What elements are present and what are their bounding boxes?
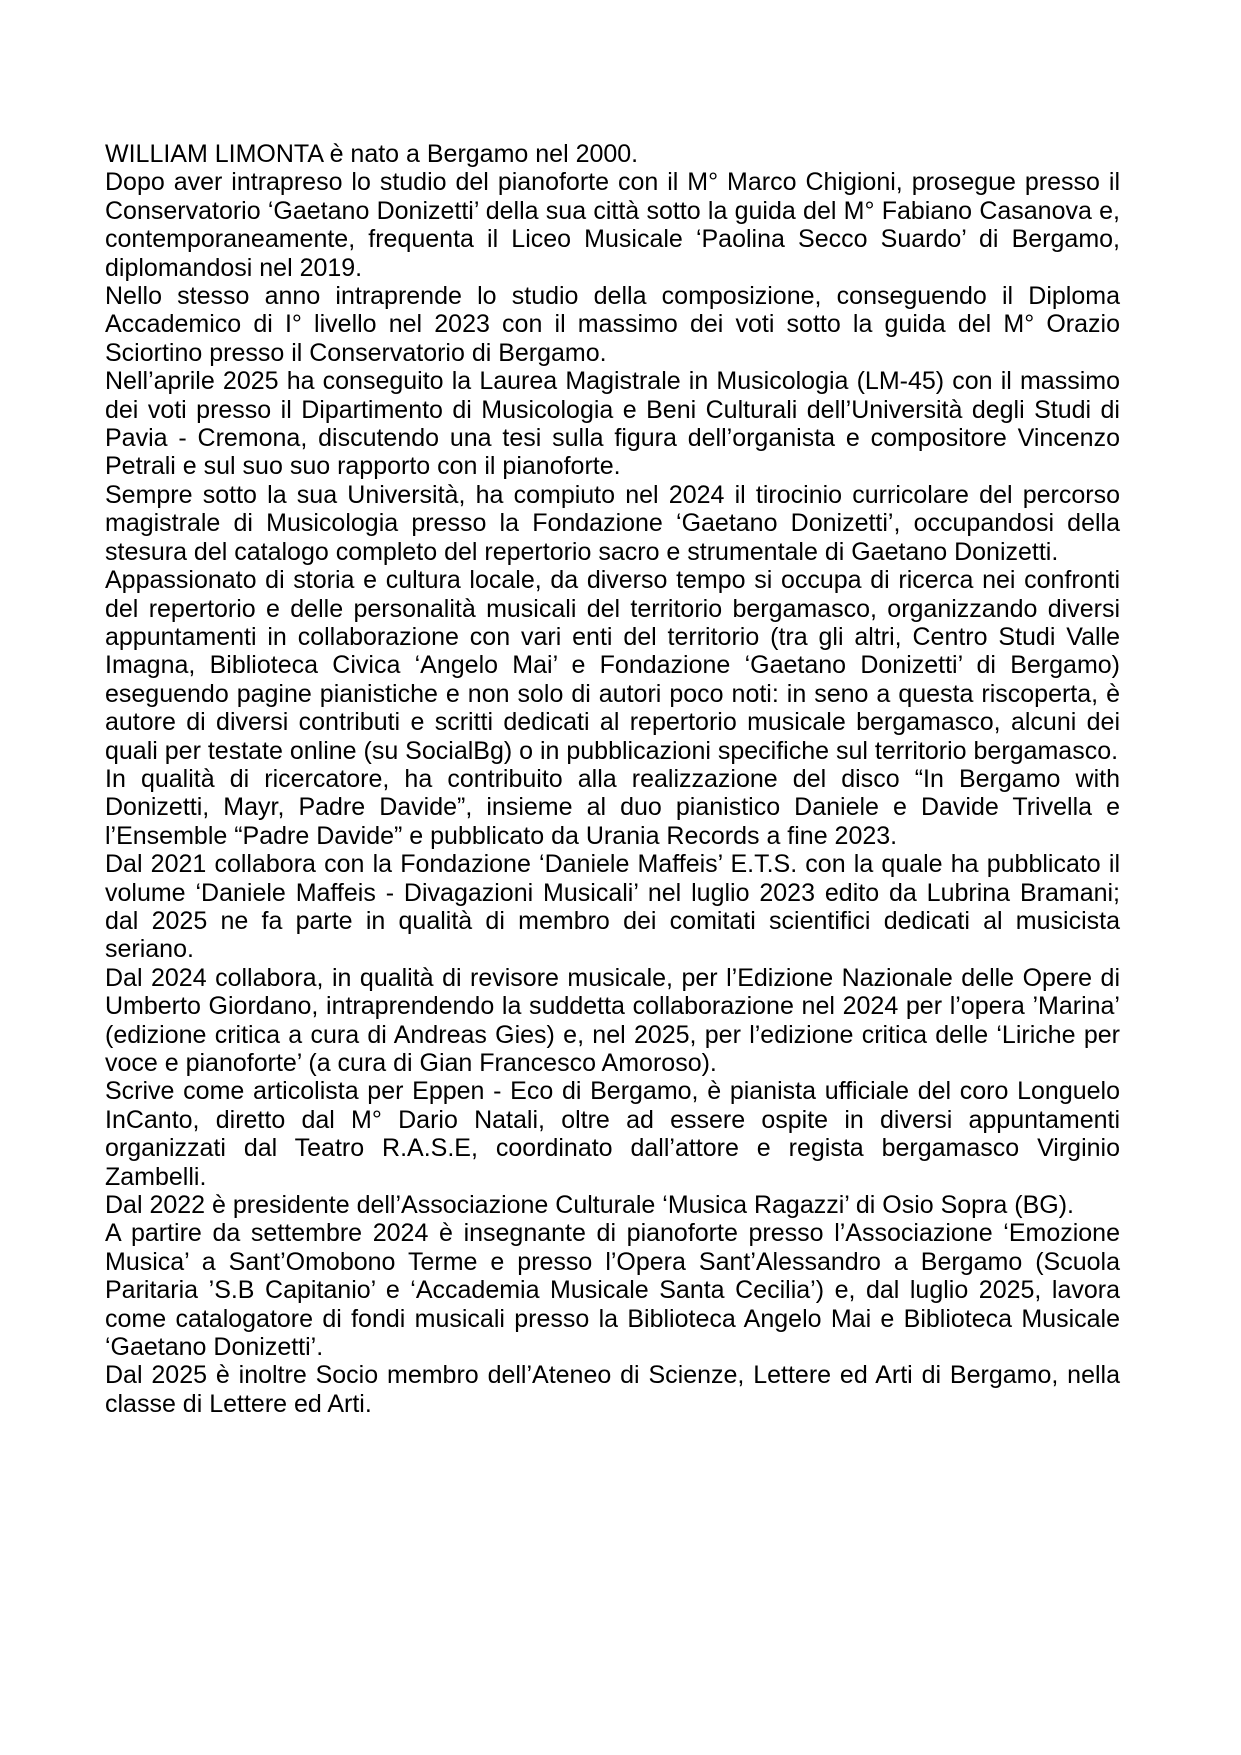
- bio-paragraph: Nell’aprile 2025 ha conseguito la Laurea Magistrale in Musicologia (LM-45) con il massimo dei voti presso il Dipartimento di Musicologia e Beni Culturali dell’Università degli Studi di Pavia - Cremona, discutendo una tesi sulla figura dell’organista e compositore Vincenzo Petrali e sul suo suo rapporto con il pianoforte.: [105, 367, 1120, 481]
- bio-paragraph: Dopo aver intrapreso lo studio del pianoforte con il M° Marco Chigioni, prosegue presso il Conservatorio ‘Gaetano Donizetti’ della sua città sotto la guida del M° Fabiano Casanova e, contemporaneamente, frequenta il Liceo Musicale ‘Paolina Secco Suardo’ di Bergamo, diplomandosi nel 2019.: [105, 168, 1120, 282]
- bio-paragraph: Dal 2024 collabora, in qualità di revisore musicale, per l’Edizione Nazionale delle Opere di Umberto Giordano, intraprendendo la suddetta collaborazione nel 2024 per l’opera ’Marina’ (edizione critica a cura di Andreas Gies) e, nel 2025, per l’edizione critica delle ‘Liriche per voce e pianoforte’ (a cura di Gian Francesco Amoroso).: [105, 963, 1120, 1077]
- bio-paragraph: A partire da settembre 2024 è insegnante di pianoforte presso l’Associazione ‘Emozione Musica’ a Sant’Omobono Terme e presso l’Opera Sant’Alessandro a Bergamo (Scuola Paritaria ’S.B Capitanio’ e ‘Accademia Musicale Santa Cecilia’) e, dal luglio 2025, lavora come catalogatore di fondi musicali presso la Biblioteca Angelo Mai e Biblioteca Musicale ‘Gaetano Donizetti’.: [105, 1219, 1120, 1362]
- bio-paragraph: In qualità di ricercatore, ha contribuito alla realizzazione del disco “In Bergamo with Donizetti, Mayr, Padre Davide”, insieme al duo pianistico Daniele e Davide Trivella e l’Ensemble “Padre Davide” e pubblicato da Urania Records a fine 2023.: [105, 764, 1120, 850]
- bio-paragraph: Appassionato di storia e cultura locale, da diverso tempo si occupa di ricerca nei confronti del repertorio e delle personalità musicali del territorio bergamasco, organizzando diversi appuntamenti in collaborazione con vari enti del territorio (tra gli altri, Centro Studi Valle Imagna, Biblioteca Civica ‘Angelo Mai’ e Fondazione ‘Gaetano Donizetti’ di Bergamo) eseguendo pagine pianistiche e non solo di autori poco noti: in seno a questa riscoperta, è autore di diversi contributi e scritti dedicati al repertorio musicale bergamasco, alcuni dei quali per testate online (su SocialBg) o in pubblicazioni specifiche sul territorio bergamasco.: [105, 566, 1120, 765]
- bio-paragraph: Dal 2025 è inoltre Socio membro dell’Ateneo di Scienze, Lettere ed Arti di Bergamo, nella classe di Lettere ed Arti.: [105, 1361, 1120, 1418]
- bio-paragraph: Sempre sotto la sua Università, ha compiuto nel 2024 il tirocinio curricolare del percorso magistrale di Musicologia presso la Fondazione ‘Gaetano Donizetti’, occupandosi della stesura del catalogo completo del repertorio sacro e strumentale di Gaetano Donizetti.: [105, 480, 1120, 566]
- bio-paragraph: Scrive come articolista per Eppen - Eco di Bergamo, è pianista ufficiale del coro Longuelo InCanto, diretto dal M° Dario Natali, oltre ad essere ospite in diversi appuntamenti organizzati dal Teatro R.A.S.E, coordinato dall’attore e regista bergamasco Virginio Zambelli.: [105, 1077, 1120, 1191]
- bio-paragraph: WILLIAM LIMONTA è nato a Bergamo nel 2000.: [105, 140, 639, 168]
- bio-paragraph: Nello stesso anno intraprende lo studio della composizione, conseguendo il Diploma Accademico di I° livello nel 2023 con il massimo dei voti sotto la guida del M° Orazio Sciortino presso il Conservatorio di Bergamo.: [105, 282, 1120, 367]
- bio-paragraph: Dal 2021 collabora con la Fondazione ‘Daniele Maffeis’ E.T.S. con la quale ha pubblicato il volume ‘Daniele Maffeis - Divagazioni Musicali’ nel luglio 2023 edito da Lubrina Bramani; dal 2025 ne fa parte in qualità di membro dei comitati scientifici dedicati al musicista seriano.: [105, 850, 1120, 964]
- bio-paragraph: Dal 2022 è presidente dell’Associazione Culturale ‘Musica Ragazzi’ di Osio Sopra (BG).: [105, 1191, 1074, 1220]
